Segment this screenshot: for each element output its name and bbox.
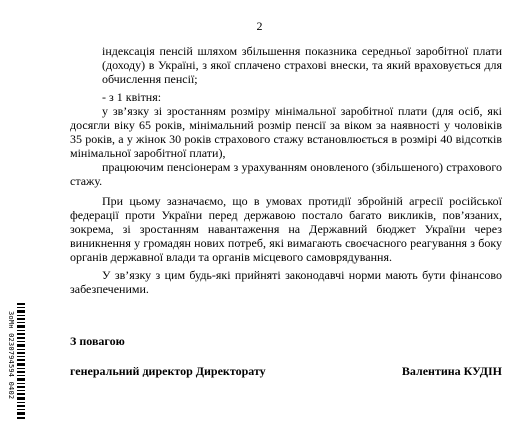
closing-greeting: З повагою (70, 334, 125, 348)
paragraph-working-pensioners: працюючим пенсіонерам з урахуванням оновленого (збільшеного) страхового стажу. (70, 160, 502, 188)
paragraph-min-wage: у зв’язку зі зростанням розміру мінімальної заробітної плати (для осіб, які досягли віку 65 років, мінімальний розмір пенсії за віком за наявності у чоловіків 35 років, а у жінок 30 років страхового стажу встановлюється в розмірі 40 відсотків мінімальної заробітної плати), (70, 104, 502, 160)
barcode-bars (17, 303, 25, 420)
paragraph-financing: У зв’язку з цим будь-які прийняті законодавчі норми мають бути фінансово забезпеченими. (70, 268, 502, 296)
paragraph-war-context: При цьому зазначаємо, що в умовах протидії збройній агресії російської федерації проти України перед державою постало багато викликів, пов’язаних, зокрема, зі зростанням навантаження на Державний бюджет України через виникнення у громадян нових потреб, які вимагають своєчасного реагування з боку органів державної влади та органів місцевого самоврядування. (70, 194, 502, 264)
page-number: 2 (256, 19, 263, 33)
paragraph-indexation: індексація пенсій шляхом збільшення показника середньої заробітної плати (доходу) в Україні, з якої сплачено страхові внески, та який враховується для обчислення пенсії; (102, 44, 502, 86)
barcode-number: 3оМн 0230794594 0402 (7, 311, 15, 400)
document-barcode (3, 303, 25, 420)
signatory-name: Валентина КУДІН (401, 364, 502, 378)
paragraph-april-heading: - з 1 квітня: (102, 90, 162, 104)
letter-body (70, 44, 502, 296)
signatory-role: генеральний директор Директорату (70, 364, 266, 378)
